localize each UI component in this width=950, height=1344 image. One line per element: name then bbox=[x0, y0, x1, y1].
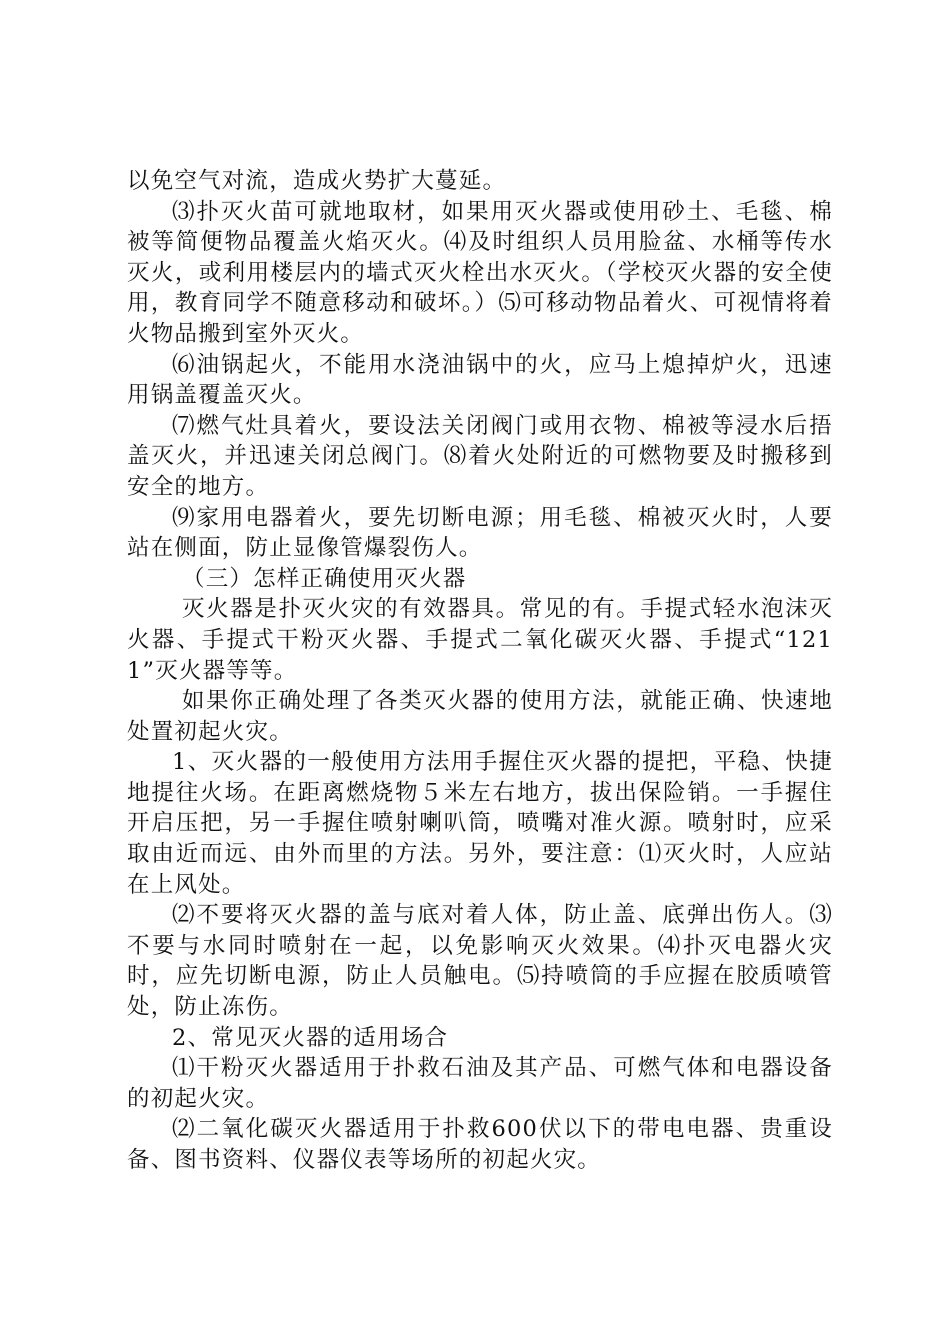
paragraph-co2: ⑵二氧化碳灭火器适用于扑救600伏以下的带电电器、贵重设备、图书资料、仪器仪表等场所的初起火灾。 bbox=[127, 1116, 833, 1173]
paragraph-continuation: 以免空气对流，造成火势扩大蔓延。 bbox=[127, 168, 507, 194]
paragraph-dry-powder: ⑴干粉灭火器适用于扑救石油及其产品、可燃气体和电器设备的初起火灾。 bbox=[127, 1055, 833, 1112]
paragraph-usage-precautions: ⑵不要将灭火器的盖与底对着人体，防止盖、底弹出伤人。⑶不要与水同时喷射在一起，以免影响灭火效果。⑷扑灭电器火灾时，应先切断电源，防止人员触电。⑸持喷筒的手应握在胶质喷管处，防止冻伤。 bbox=[127, 902, 833, 1021]
section-heading-extinguisher-use: （三）怎样正确使用灭火器 bbox=[182, 565, 467, 592]
paragraph-general-usage: 1、灭火器的一般使用方法用手握住灭火器的提把，平稳、快捷地提往火场。在距离燃烧物５米左右地方，拔出保险销。一手握住开启压把，另一手握住喷射喇叭筒，喷嘴对准火源。喷射时，应采取由近而远、由外而里的方法。另外，要注意：⑴灭火时，人应站在上风处。 bbox=[127, 749, 833, 898]
subheading-applicable-scenarios: 2、常见灭火器的适用场合 bbox=[172, 1024, 449, 1051]
paragraph-oil-pan-fire: ⑹油锅起火，不能用水浇油锅中的火，应马上熄掉炉火，迅速用锅盖覆盖灭火。 bbox=[127, 351, 833, 409]
paragraph-extinguish-small-fire: ⑶扑灭火苗可就地取材，如果用灭火器或使用砂土、毛毯、棉被等简便物品覆盖火焰灭火。⑷及时组织人员用脸盆、水桶等传水灭火，或利用楼层内的墙式灭火栓出水灭火。（学校灭火器的安全使用，教育同学不随意移动和破坏。）⑸可移动物品着火、可视情将着火物品搬到室外灭火。 bbox=[127, 198, 833, 347]
paragraph-appliance-fire: ⑼家用电器着火，要先切断电源；用毛毯、棉被灭火时，人要站在侧面，防止显像管爆裂伤人。 bbox=[127, 504, 833, 562]
document-body bbox=[127, 166, 833, 1176]
paragraph-gas-stove-fire: ⑺燃气灶具着火，要设法关闭阀门或用衣物、棉被等浸水后捂盖灭火，并迅速关闭总阀门。⑻着火处附近的可燃物要及时搬移到安全的地方。 bbox=[127, 412, 833, 500]
paragraph-correct-handling: 如果你正确处理了各类灭火器的使用方法，就能正确、快速地处置初起火灾。 bbox=[127, 688, 833, 745]
paragraph-extinguisher-types: 灭火器是扑灭火灾的有效器具。常见的有。手提式轻水泡沫灭火器、手提式干粉灭火器、手提式二氧化碳灭火器、手提式“1211”灭火器等等。 bbox=[127, 596, 833, 684]
